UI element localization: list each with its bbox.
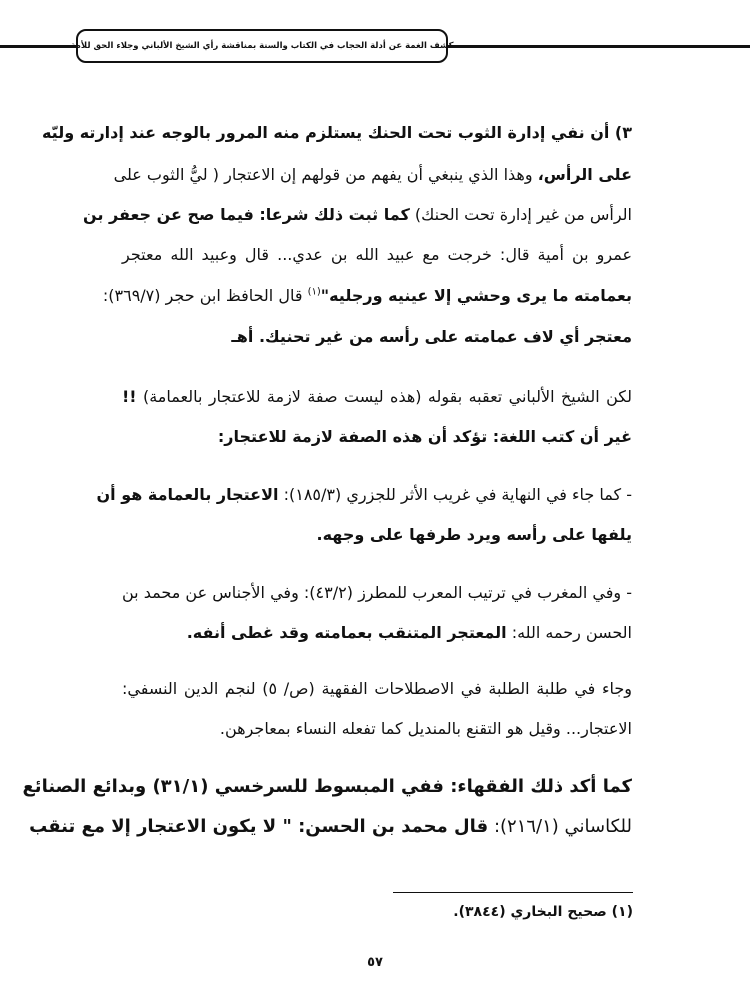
- para2-line2: غير أن كتب اللغة: تؤكد أن هذه الصفة لازمة للاعتجار:: [217, 427, 632, 446]
- footnote: (١) صحيح البخاري (٣٨٤٤).: [453, 904, 633, 920]
- footnote-separator: [393, 892, 633, 893]
- para3-line1-bold: الاعتجار بالعمامة هو أن: [96, 485, 279, 504]
- para1-line5-rest: قال الحافظ ابن حجر (٣٦٩/٧):: [102, 286, 308, 305]
- footnote-ref[interactable]: (١): [307, 286, 321, 298]
- para6-line2-normal: للكاساني (٢١٦/١):: [488, 816, 632, 837]
- para1-line4: عمرو بن أمية قال: خرجت مع عبيد الله بن عدي... قال وعبيد الله معتجر: [122, 245, 632, 264]
- para3-line1: [96, 480, 632, 510]
- para1-line5: [102, 281, 632, 311]
- para1-line5-bold: بعمامته ما يرى وحشي إلا عينيه ورجليه": [320, 286, 632, 305]
- para1-line3-normal: الرأس من غير إدارة تحت الحنك): [409, 205, 632, 224]
- para1-line3-bold: كما ثبت ذلك شرعا: فيما صح عن جعفر بن: [83, 205, 410, 224]
- para5-line1: وجاء في طلبة الطلبة في الاصطلاحات الفقهية (ص/ ٥) لنجم الدين النسفي:: [122, 679, 632, 698]
- para6-line1: كما أكد ذلك الفقهاء: ففي المبسوط للسرخسي (٣١/١) وبدائع الصنائع: [22, 776, 632, 797]
- para1-line2-rest: وهذا الذي ينبغي أن يفهم من قولهم إن الاعتجار ( ليُّ الثوب على: [113, 165, 538, 184]
- para6-line2-bold: قال محمد بن الحسن: " لا يكون الاعتجار إلا مع تنقب: [29, 816, 489, 837]
- para3-line2: يلفها على رأسه ويرد طرفها على وجهه.: [316, 525, 632, 544]
- para1-line2-bold: على الرأس،: [537, 165, 632, 184]
- para1-line2: [113, 160, 632, 190]
- para1-line6: معتجر أي لاف عمامته على رأسه من غير تحنيك. أهـ: [231, 327, 632, 346]
- para1-line1: ٣) أن نفي إدارة الثوب تحت الحنك يستلزم منه المرور بالوجه عند إدارته وليّه: [41, 123, 632, 142]
- para4-line2-normal: الحسن رحمه الله:: [506, 623, 632, 642]
- para1-line3: [83, 200, 632, 230]
- para2-line1-bold: !!: [122, 387, 137, 406]
- para6-line2: [29, 812, 632, 842]
- para2-line1: [122, 382, 632, 412]
- para2-line1-normal: لكن الشيخ الألباني تعقبه بقوله (هذه ليست صفة لازمة للاعتجار بالعمامة): [136, 387, 632, 406]
- page-number: ٥٧: [367, 955, 383, 970]
- header-rule-right: [447, 45, 750, 48]
- header-rule-left: [0, 45, 78, 48]
- header-title: كشف الغمة عن أدلة الحجاب في الكتاب والسنة بمناقشة رأي الشيخ الألباني وجلاء الحق للأمة: [70, 41, 454, 51]
- para4-line2-bold: المعتجر المتنقب بعمامته وقد غطى أنفه.: [186, 623, 507, 642]
- running-header: [70, 29, 454, 63]
- para4-line2: [122, 618, 632, 648]
- para5-line2: الاعتجار... وقيل هو التقنع بالمنديل كما تفعله النساء بمعاجرهن.: [219, 719, 632, 738]
- para3-line1-normal: - كما جاء في النهاية في غريب الأثر للجزري (١٨٥/٣):: [278, 485, 632, 504]
- para4-line1: - وفي المغرب في ترتيب المعرب للمطرز (٤٣/٢): وفي الأجناس عن محمد بن: [122, 583, 633, 602]
